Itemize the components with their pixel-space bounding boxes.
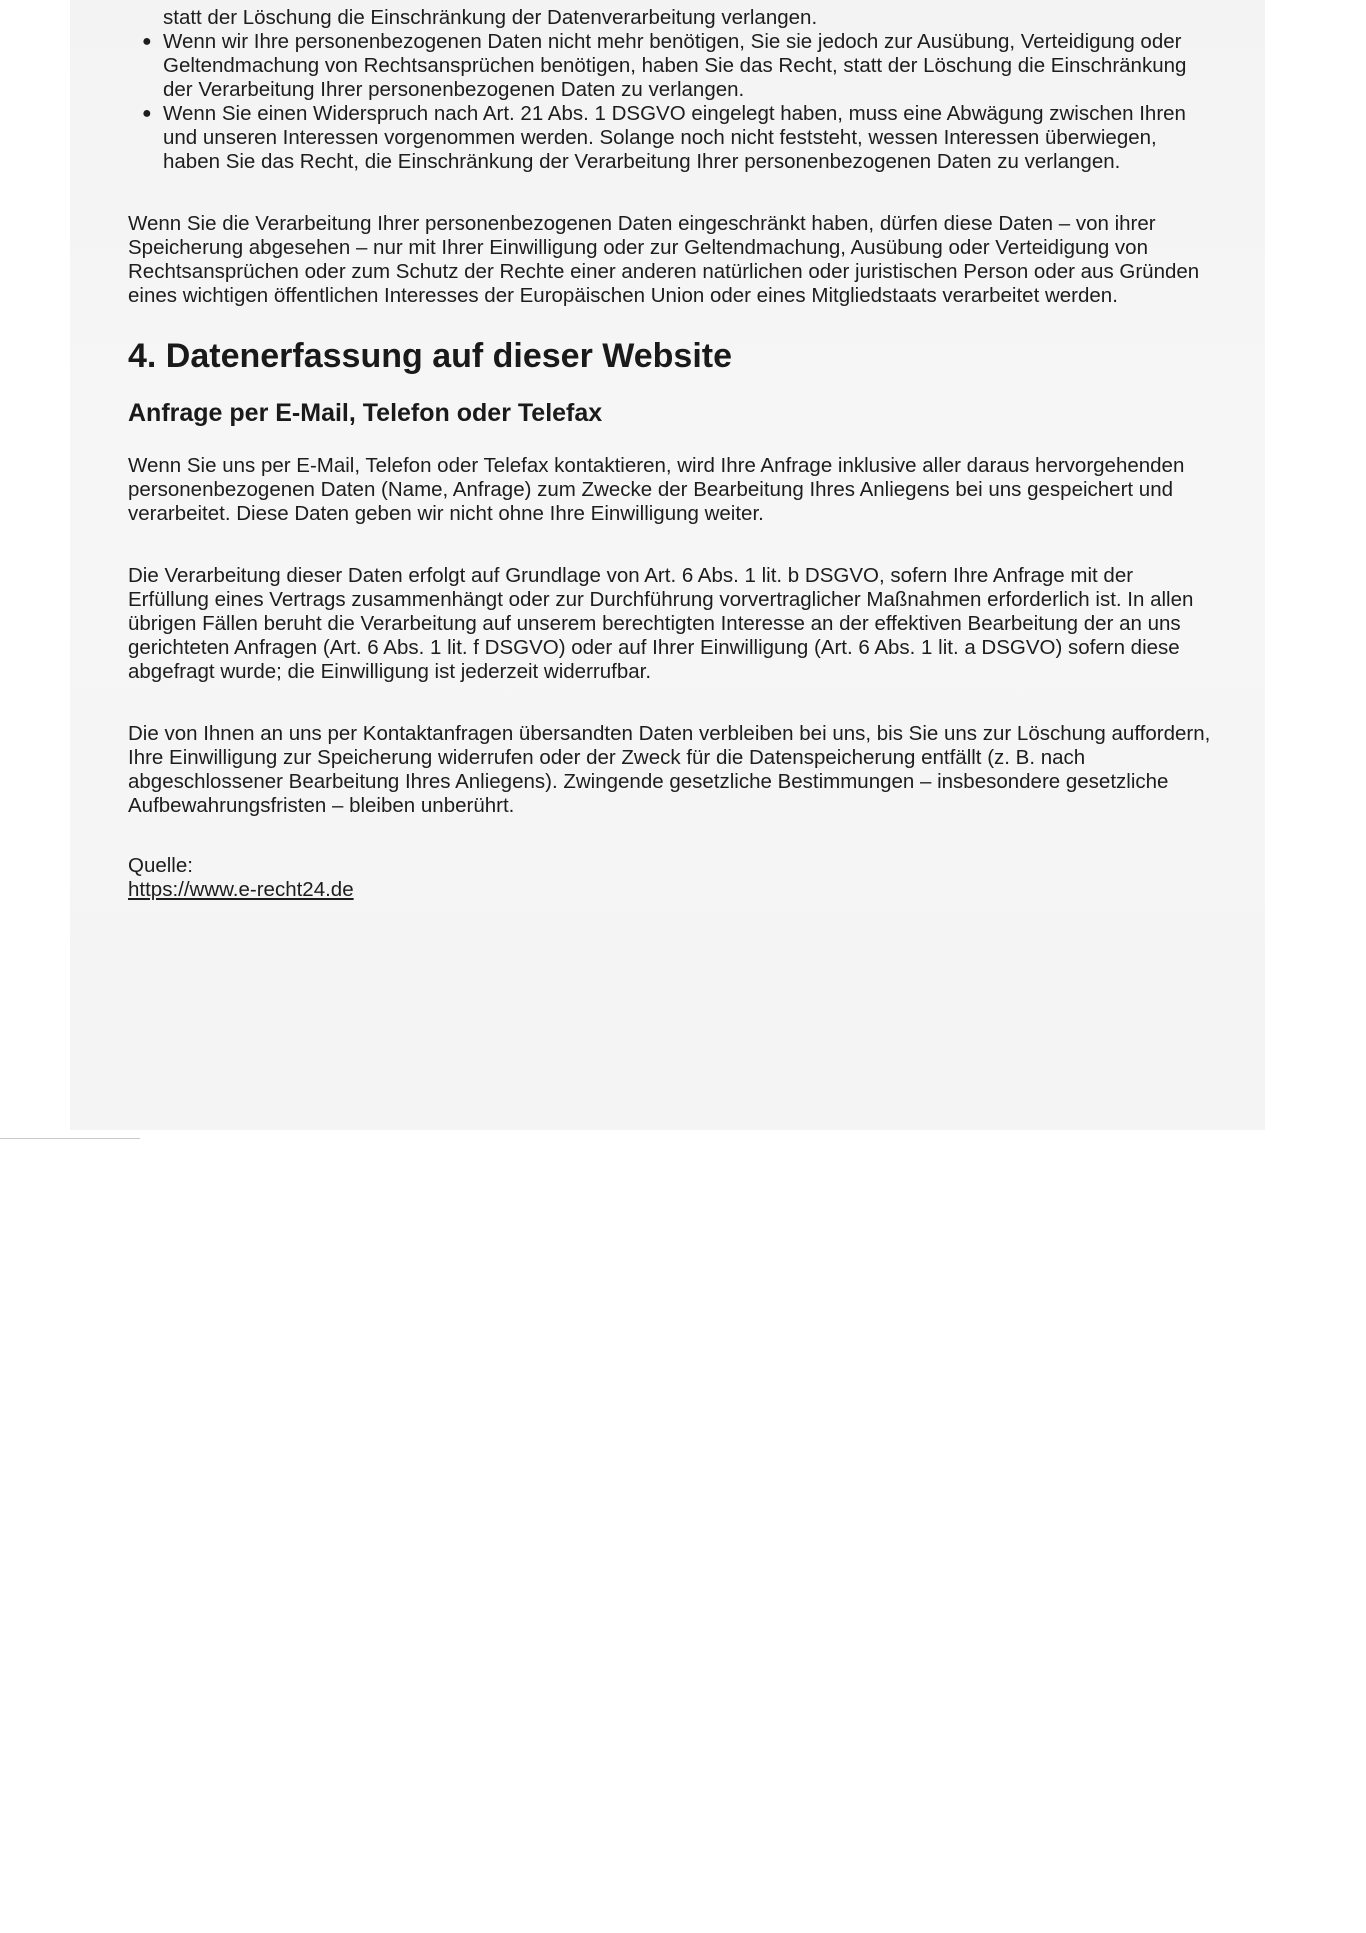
bullet-icon: ● (142, 105, 152, 122)
list-item (128, 102, 1218, 174)
retention-paragraph: Die von Ihnen an uns per Kontaktanfragen übersandten Daten verbleiben bei uns, bis Sie uns zur Löschung auffordern, Ihre Einwilligung zur Speicherung widerrufen oder der Zweck für die Datenspeicherung entfällt (z. B. nach abgeschlossener Bearbeitung Ihres Anliegens). Zwingende gesetzliche Bestimmungen – insbesondere gesetzliche Aufbewahrungsfristen – bleiben unberührt. (128, 722, 1211, 817)
source-block (128, 854, 1218, 902)
fragment-text: statt der Löschung die Einschränkung der Datenverarbeitung verlangen. (163, 6, 818, 29)
source-label: Quelle: (128, 854, 193, 877)
bullet-list (128, 30, 1218, 174)
page-edge-line (0, 1138, 140, 1139)
bullet-icon: ● (142, 33, 152, 50)
list-item-text: Wenn wir Ihre personenbezogenen Daten nicht mehr benötigen, Sie sie jedoch zur Ausübung, Verteidigung oder Geltendmachung von Rechtsansprüchen benötigen, haben Sie das Recht, statt der Löschung die Einschränkung der Verarbeitung Ihrer personenbezogenen Daten zu verlangen. (163, 30, 1187, 101)
restriction-paragraph: Wenn Sie die Verarbeitung Ihrer personenbezogenen Daten eingeschränkt haben, dürfen diese Daten – von ihrer Speicherung abgesehen – nur mit Ihrer Einwilligung oder zur Geltendmachung, Ausübung oder Verteidigung von Rechtsansprüchen oder zum Schutz der Rechte einer anderen natürlichen oder juristischen Person oder aus Gründen eines wichtigen öffentlichen Interesses der Europäischen Union oder eines Mitgliedstaats verarbeitet werden. (128, 212, 1200, 307)
section-heading: 4. Datenerfassung auf dieser Website (128, 337, 733, 375)
list-item (128, 30, 1218, 102)
document-content (128, 6, 1218, 902)
source-link[interactable]: https://www.e-recht24.de (128, 878, 354, 901)
list-item-text: Wenn Sie einen Widerspruch nach Art. 21 Abs. 1 DSGVO eingelegt haben, muss eine Abwägung zwischen Ihren und unseren Interessen vorgenommen werden. Solange noch nicht feststeht, wessen Interessen überwiegen, haben Sie das Recht, die Einschränkung der Verarbeitung Ihrer personenbezogenen Daten zu verlangen. (163, 102, 1186, 173)
contact-paragraph: Wenn Sie uns per E-Mail, Telefon oder Telefax kontaktieren, wird Ihre Anfrage inklusive aller daraus hervorgehenden personenbezogenen Daten (Name, Anfrage) zum Zwecke der Bearbeitung Ihres Anliegens bei uns gespeichert und verarbeitet. Diese Daten geben wir nicht ohne Ihre Einwilligung weiter. (128, 454, 1185, 525)
subsection-heading: Anfrage per E-Mail, Telefon oder Telefax (128, 399, 603, 427)
legal-basis-paragraph: Die Verarbeitung dieser Daten erfolgt auf Grundlage von Art. 6 Abs. 1 lit. b DSGVO, sofern Ihre Anfrage mit der Erfüllung eines Vertrags zusammenhängt oder zur Durchführung vorvertraglicher Maßnahmen erforderlich ist. In allen übrigen Fällen beruht die Verarbeitung auf unserem berechtigten Interesse an der effektiven Bearbeitung der an uns gerichteten Anfragen (Art. 6 Abs. 1 lit. f DSGVO) oder auf Ihrer Einwilligung (Art. 6 Abs. 1 lit. a DSGVO) sofern diese abgefragt wurde; die Einwilligung ist jederzeit widerrufbar. (128, 564, 1194, 683)
